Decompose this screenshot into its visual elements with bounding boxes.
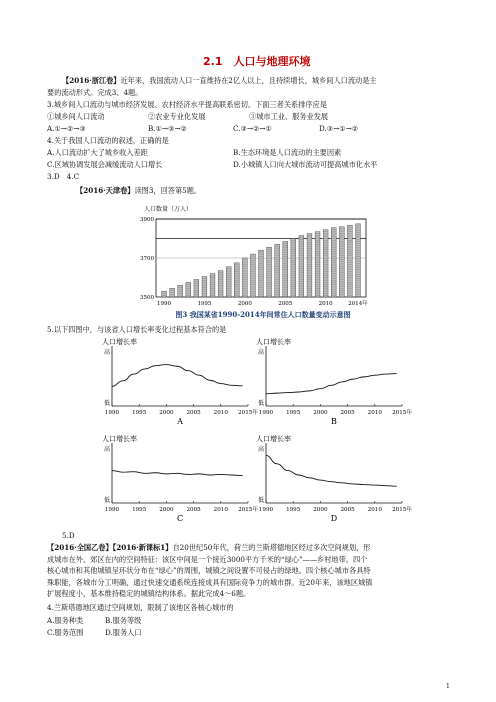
series-line xyxy=(266,374,397,394)
chart-caption: 图3 我国某省1990-2014年间常住人口数量变动示意图 xyxy=(175,310,351,319)
q6-question: 4.兰斯塔德地区通过空间规划，限制了该地区各核心城市的 xyxy=(47,603,234,612)
q3-option-d: D.③→①→② xyxy=(319,124,359,133)
bar xyxy=(194,279,199,297)
x-tick-label: 1995 xyxy=(197,301,212,307)
q6-line2: 成城市在外、郊区在内的空间特征：该区中间是一个接近3000平方千米的“绿心”——乡村地带。四个 xyxy=(47,554,368,564)
q6-line1 xyxy=(47,542,457,554)
x-tick-label: 2015年 xyxy=(238,507,258,513)
series-line xyxy=(266,455,397,486)
y-axis-label: 人口增长率 xyxy=(256,435,291,443)
q6-option-d: D.服务人口 xyxy=(105,628,142,637)
x-tick-label: 2010 xyxy=(367,410,382,416)
y-axis-label: 人口增长率 xyxy=(102,435,137,443)
q6-option-c: C.服务范围 xyxy=(47,628,84,637)
q3-item-2: ②农业专业化发展 xyxy=(148,112,206,121)
x-tick-label: 2010 xyxy=(213,507,228,513)
y-tick-label: 3700 xyxy=(140,256,154,262)
x-tick-label: 1990 xyxy=(104,507,120,513)
chart-label: A xyxy=(177,417,183,426)
y-low-label: 低 xyxy=(104,400,111,407)
q4-option-b: B.生态环境是人口流动的主要因素 xyxy=(233,148,342,157)
x-tick-label: 2005 xyxy=(278,301,293,307)
q4-option-c: C.区域协调发展会减缓流动人口增长 xyxy=(47,160,163,169)
bar xyxy=(162,291,167,297)
q4-question: 4.关于我国人口流动的叙述，正确的是 xyxy=(47,136,169,145)
y-low-label: 低 xyxy=(258,400,265,407)
x-tick-label: 2015年 xyxy=(392,410,412,416)
series-line xyxy=(112,471,243,476)
line-chart-d xyxy=(254,433,412,533)
q6-option-b: B.服务等级 xyxy=(105,616,142,625)
y-high-label: 高 xyxy=(104,349,111,356)
y-tick-label: 3500 xyxy=(140,295,154,301)
x-tick-label: 2005 xyxy=(186,410,201,416)
bar xyxy=(331,228,336,297)
bar xyxy=(283,241,288,297)
population-bar-chart xyxy=(140,197,386,323)
chart-label: B xyxy=(331,417,337,426)
bar xyxy=(307,234,312,297)
x-tick-label: 1995 xyxy=(286,410,301,416)
q1-intro-text1: 近年来，我国流动人口一直维持在2亿人以上，且持续增长，城乡间人口流动是主 xyxy=(120,76,377,85)
y-axis-label: 人口增长率 xyxy=(256,338,291,346)
x-tick-label: 2000 xyxy=(313,410,328,416)
x-tick-label: 1990 xyxy=(157,301,172,307)
chart-label: D xyxy=(330,514,338,523)
bar xyxy=(315,232,320,297)
q6-line5: 扩展程度小，基本维持稳定的城镇结构体系。据此完成4～6题。 xyxy=(47,589,251,598)
bar xyxy=(170,288,175,297)
y-axis-label: 人口数量（万人） xyxy=(144,206,193,213)
q3-item-3: ③城市工业、服务业发展 xyxy=(249,112,329,121)
bar xyxy=(356,224,361,297)
line-chart-a xyxy=(100,336,258,436)
q1-intro-line1 xyxy=(62,76,377,85)
q5-answer: 5.D xyxy=(62,531,75,540)
x-tick-label: 2000 xyxy=(159,410,174,416)
series-line xyxy=(112,365,243,387)
x-tick-label: 1990 xyxy=(258,507,274,513)
x-tick-label: 1990 xyxy=(104,410,120,416)
bar xyxy=(178,285,183,297)
y-low-label: 低 xyxy=(258,497,265,504)
x-tick-label: 2010 xyxy=(213,410,228,416)
y-low-label: 低 xyxy=(104,497,111,504)
q5-intro xyxy=(76,186,201,195)
bar xyxy=(259,250,264,297)
q4-option-d: D.小城镇人口向大城市流动可提高城市化水平 xyxy=(233,160,378,169)
x-tick-label: 1990 xyxy=(258,410,274,416)
q6-line4: 殊职能，各城市分工明确，通过快速交通系统连接成具有国际竞争力的城市群。近20年来，该地区城镇 xyxy=(47,577,373,587)
x-tick-label: 2005 xyxy=(340,410,355,416)
x-tick-label: 2015年 xyxy=(392,507,412,513)
x-tick-label: 2015年 xyxy=(238,410,258,416)
chart-label: C xyxy=(176,514,184,523)
x-tick-label: 1995 xyxy=(132,410,147,416)
q3-option-a: A.①→②→③ xyxy=(47,124,86,133)
x-tick-label: 2000 xyxy=(159,507,174,513)
q4-option-a: A.人口流动扩大了城乡收入差距 xyxy=(47,148,148,157)
x-tick-label: 2014年 xyxy=(348,301,368,307)
x-tick-label: 2005 xyxy=(340,507,355,513)
q6-text1: 自20世纪50年代，荷兰的兰斯塔德地区经过多次空间规划，形 xyxy=(172,543,371,552)
x-tick-label: 1995 xyxy=(286,507,301,513)
line-chart-b xyxy=(254,336,412,436)
bar xyxy=(267,247,272,297)
y-axis-label: 人口增长率 xyxy=(102,338,137,346)
q3-question: 3.城乡间人口流动与城市经济发展、农村经济水平提高联系密切。下面三者关系排序应是 xyxy=(47,100,327,109)
bar xyxy=(218,271,223,297)
bar xyxy=(291,239,296,298)
x-tick-label: 2000 xyxy=(237,301,252,307)
line-chart-c xyxy=(100,433,258,533)
q3-option-c: C.③→②→① xyxy=(233,124,272,133)
q3-item-1: ①城乡间人口流动 xyxy=(47,112,105,121)
x-tick-label: 2010 xyxy=(367,507,382,513)
bar xyxy=(210,274,215,297)
q6-option-a: A.服务种类 xyxy=(47,616,84,625)
x-tick-label: 1995 xyxy=(132,507,147,513)
y-high-label: 高 xyxy=(258,349,265,356)
page-number: 1 xyxy=(446,683,450,690)
page-title: 2.1 人口与地理环境 xyxy=(203,55,311,68)
q3-option-b: B.①→③→② xyxy=(148,124,187,133)
q5-question: 5.以下四图中，与该省人口增长率变化过程基本符合的是 xyxy=(47,325,227,334)
bar xyxy=(323,230,328,297)
bar xyxy=(234,263,239,297)
y-tick-label: 3900 xyxy=(140,217,154,223)
q6-line3: 核心城市和其他城镇呈环状分布在“绿心”的周围，城镇之间设置不可侵占的绿地。四个核心城市各具特 xyxy=(47,566,371,575)
q5-intro-text: 读图3，回答第5题。 xyxy=(134,186,202,195)
y-high-label: 高 xyxy=(104,446,111,453)
x-tick-label: 2000 xyxy=(313,507,328,513)
y-high-label: 高 xyxy=(258,446,265,453)
q5-source: 【2016·天津卷】 xyxy=(76,186,135,195)
q1-source: 【2016·浙江卷】 xyxy=(62,76,121,85)
x-tick-label: 2010 xyxy=(318,301,333,307)
q6-source: 【2016·全国乙卷】【2016·新课标1】 xyxy=(47,543,173,552)
q1-answer: 3.D 4.C xyxy=(47,172,80,181)
q1-intro-line2: 要的流动形式。完成3、4题。 xyxy=(47,88,143,97)
q6-passage xyxy=(47,542,457,600)
bar xyxy=(186,282,191,297)
x-tick-label: 2005 xyxy=(186,507,201,513)
